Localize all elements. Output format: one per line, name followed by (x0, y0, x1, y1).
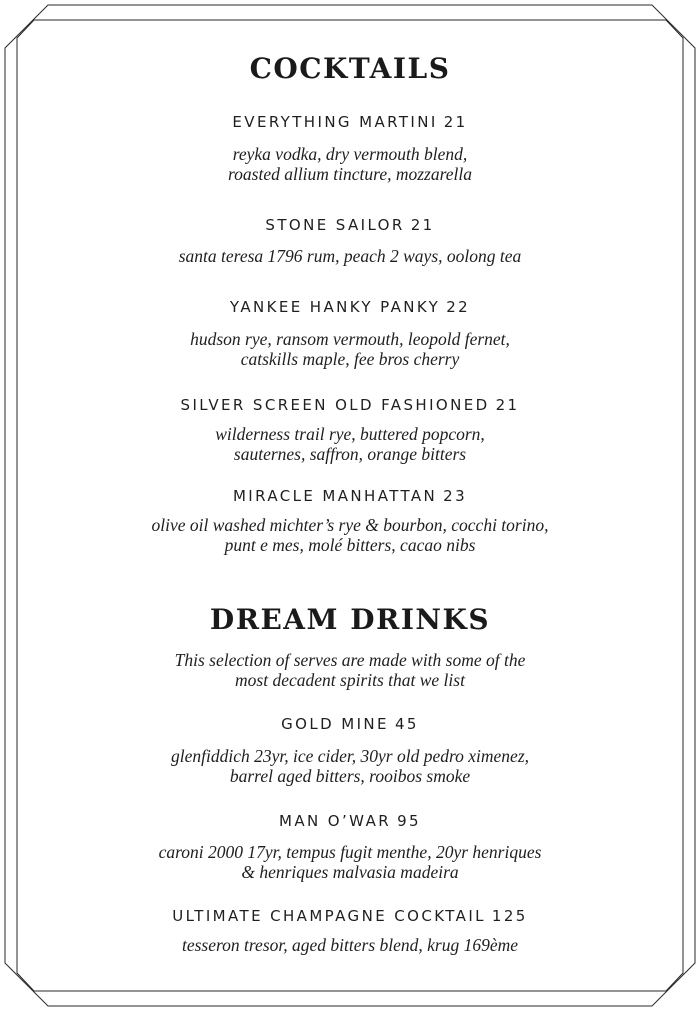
description-line: olive oil washed michter’s rye & bourbon, cocchi torino, (151, 515, 549, 535)
drink-name-miracle-manhattan (0, 486, 700, 506)
drink-name-text: SILVER SCREEN OLD FASHIONED (180, 396, 490, 414)
drink-price: 21 (443, 113, 468, 131)
section-title-cocktails: COCKTAILS (249, 52, 451, 85)
drink-name-everything-martini (0, 112, 700, 132)
drink-name-text: STONE SAILOR (265, 216, 405, 234)
drink-name-text: ULTIMATE CHAMPAGNE COCKTAIL (172, 907, 486, 925)
description-line: sauternes, saffron, orange bitters (233, 443, 467, 464)
drink-name-gold-mine (0, 714, 700, 734)
drink-price: 23 (443, 487, 468, 505)
description-line: reyka vodka, dry vermouth blend, (232, 144, 468, 164)
drink-price: 95 (397, 812, 421, 830)
drink-description (0, 330, 700, 369)
drink-price: 21 (495, 396, 520, 414)
section-title-dream-drinks: DREAM DRINKS (209, 603, 491, 636)
drink-name-yankee-hanky-panky (0, 297, 700, 317)
description-line: santa teresa 1796 rum, peach 2 ways, oolong tea (178, 246, 522, 266)
description-line: wilderness trail rye, buttered popcorn, (215, 424, 485, 444)
intro-line: most decadent spirits that we list (235, 669, 465, 690)
drink-name-stone-sailor (0, 215, 700, 235)
drink-price: 125 (491, 907, 528, 925)
description-line: barrel aged bitters, rooibos smoke (229, 765, 471, 786)
drink-description (0, 843, 700, 882)
description-line: glenfiddich 23yr, ice cider, 30yr old pedro ximenez, (170, 746, 529, 766)
drink-name-ultimate-champagne-cocktail (0, 906, 700, 926)
description-line: roasted allium tincture, mozzarella (227, 163, 473, 184)
description-line: tesseron tresor, aged bitters blend, krug 169ème (181, 935, 519, 955)
drink-description (0, 936, 700, 956)
drink-name-silver-screen-old-fashioned (0, 395, 700, 415)
drink-description (0, 247, 700, 267)
drink-price: 21 (410, 216, 435, 234)
drink-description (0, 425, 700, 464)
drink-name-text: EVERYTHING MARTINI (232, 113, 438, 131)
description-line: hudson rye, ransom vermouth, leopold fernet, (190, 329, 510, 349)
drink-name-text: MAN O’WAR (279, 812, 392, 830)
drink-description (0, 145, 700, 184)
description-line: caroni 2000 17yr, tempus fugit menthe, 20yr henriques (158, 842, 542, 862)
drink-name-text: MIRACLE MANHATTAN (232, 487, 438, 505)
section-intro (0, 651, 700, 690)
description-line: punt e mes, molé bitters, cacao nibs (224, 534, 476, 555)
intro-line: This selection of serves are made with some of the (174, 650, 526, 670)
drink-description (0, 516, 700, 555)
drink-description (0, 747, 700, 786)
description-line: & henriques malvasia madeira (241, 861, 459, 882)
drink-price: 45 (394, 715, 419, 733)
drink-name-text: GOLD MINE (281, 715, 389, 733)
drink-price: 22 (446, 298, 471, 316)
drink-name-text: YANKEE HANKY PANKY (229, 298, 441, 316)
description-line: catskills maple, fee bros cherry (240, 348, 460, 369)
drink-name-man-o-war (0, 811, 700, 831)
